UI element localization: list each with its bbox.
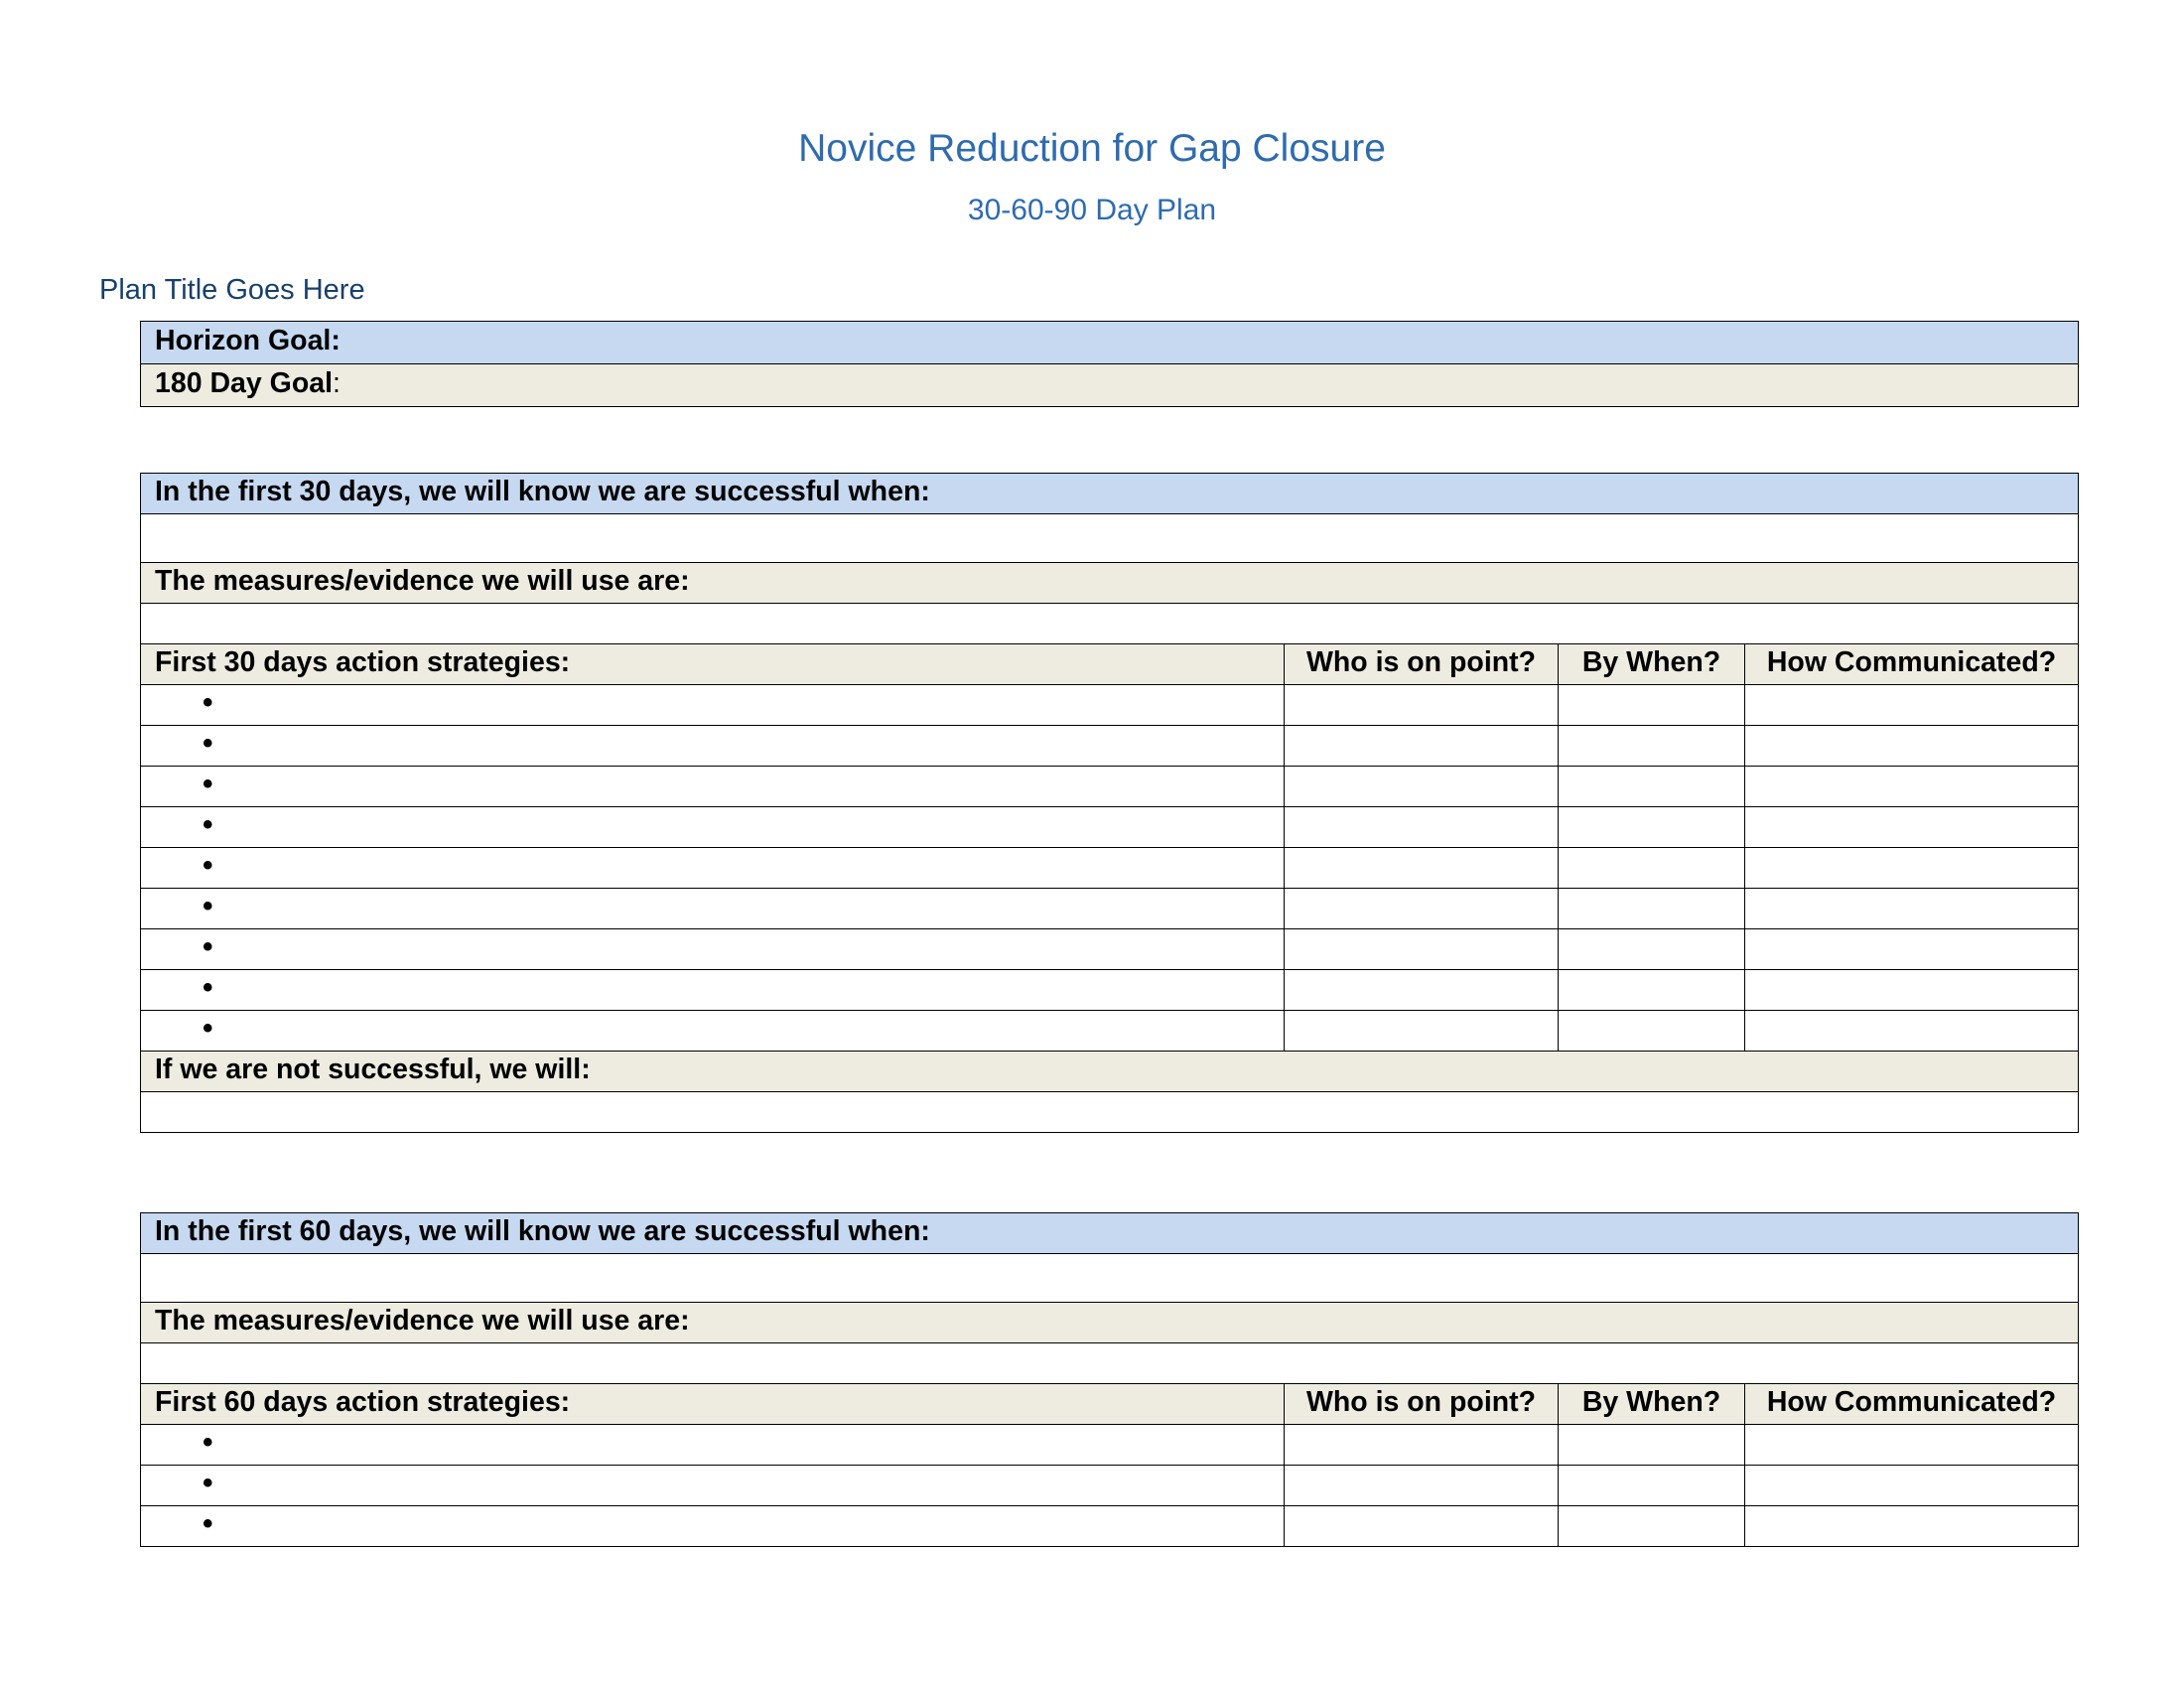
when-cell[interactable] [1559, 1506, 1745, 1547]
measures-30-entry[interactable] [141, 604, 2079, 644]
how-cell[interactable] [1745, 1425, 2079, 1466]
not-successful-entry[interactable] [141, 1092, 2079, 1133]
strategy-row [141, 1506, 2079, 1547]
strategy-row [141, 807, 2079, 848]
bullet: • [203, 1012, 213, 1045]
how-cell[interactable] [1745, 848, 2079, 889]
bullet: • [203, 930, 213, 963]
who-cell[interactable] [1285, 929, 1559, 970]
strategy-cell[interactable] [141, 726, 1285, 767]
who-cell[interactable] [1285, 1466, 1559, 1506]
who-cell[interactable] [1285, 807, 1559, 848]
bullet: • [203, 808, 213, 841]
who-cell[interactable] [1285, 848, 1559, 889]
document-title: Novice Reduction for Gap Closure [798, 127, 1386, 170]
horizon-goal-label: Horizon Goal: [155, 325, 341, 356]
bullet: • [203, 727, 213, 760]
how-cell[interactable] [1745, 726, 2079, 767]
strategy-cell[interactable] [141, 889, 1285, 929]
who-cell[interactable] [1285, 1425, 1559, 1466]
success-60-entry[interactable] [141, 1254, 2079, 1303]
plan-title[interactable]: Plan Title Goes Here [99, 274, 365, 306]
when-cell[interactable] [1559, 807, 1745, 848]
bullet: • [203, 1426, 213, 1459]
when-cell[interactable] [1559, 1425, 1745, 1466]
how-communicated-header: How Communicated? [1745, 644, 2079, 685]
measures-60-entry[interactable] [141, 1343, 2079, 1384]
how-cell[interactable] [1745, 1011, 2079, 1052]
sixty-day-table [140, 1212, 2079, 1547]
who-cell[interactable] [1285, 889, 1559, 929]
when-cell[interactable] [1559, 767, 1745, 807]
success-30-entry[interactable] [141, 514, 2079, 563]
who-cell[interactable] [1285, 970, 1559, 1011]
strategy-cell[interactable] [141, 1425, 1285, 1466]
how-cell[interactable] [1745, 685, 2079, 726]
success-60-header: In the first 60 days, we will know we are successful when: [141, 1213, 2079, 1254]
how-cell[interactable] [1745, 889, 2079, 929]
goals-table [140, 321, 2079, 407]
strategy-row [141, 889, 2079, 929]
bullet: • [203, 1507, 213, 1540]
bullet: • [203, 971, 213, 1004]
when-cell[interactable] [1559, 1011, 1745, 1052]
bullet: • [203, 686, 213, 719]
strategy-row [141, 970, 2079, 1011]
strategy-row [141, 929, 2079, 970]
strategy-row [141, 1466, 2079, 1506]
strategy-cell[interactable] [141, 929, 1285, 970]
by-when-header: By When? [1559, 1384, 1745, 1425]
when-cell[interactable] [1559, 929, 1745, 970]
not-successful-header: If we are not successful, we will: [141, 1052, 2079, 1092]
bullet: • [203, 768, 213, 800]
who-cell[interactable] [1285, 685, 1559, 726]
strategy-cell[interactable] [141, 970, 1285, 1011]
when-cell[interactable] [1559, 1466, 1745, 1506]
how-cell[interactable] [1745, 929, 2079, 970]
when-cell[interactable] [1559, 970, 1745, 1011]
who-on-point-header: Who is on point? [1285, 1384, 1559, 1425]
strategy-row [141, 685, 2079, 726]
who-cell[interactable] [1285, 1506, 1559, 1547]
measures-30-header: The measures/evidence we will use are: [141, 563, 2079, 604]
day180-goal-cell[interactable] [141, 364, 2079, 407]
strategy-cell[interactable] [141, 767, 1285, 807]
when-cell[interactable] [1559, 848, 1745, 889]
how-cell[interactable] [1745, 767, 2079, 807]
bullet: • [203, 849, 213, 882]
when-cell[interactable] [1559, 889, 1745, 929]
strategy-row [141, 848, 2079, 889]
bullet: • [203, 890, 213, 922]
who-on-point-header: Who is on point? [1285, 644, 1559, 685]
when-cell[interactable] [1559, 726, 1745, 767]
strategy-cell[interactable] [141, 807, 1285, 848]
how-cell[interactable] [1745, 807, 2079, 848]
measures-60-header: The measures/evidence we will use are: [141, 1303, 2079, 1343]
how-cell[interactable] [1745, 970, 2079, 1011]
success-30-header: In the first 30 days, we will know we are successful when: [141, 474, 2079, 514]
strategy-cell[interactable] [141, 1011, 1285, 1052]
strategy-cell[interactable] [141, 1506, 1285, 1547]
day180-goal-label: 180 Day Goal [155, 367, 334, 399]
strategies-60-header: First 60 days action strategies: [141, 1384, 1285, 1425]
day180-goal-colon: : [333, 367, 341, 399]
strategy-row [141, 726, 2079, 767]
strategy-row [141, 767, 2079, 807]
strategy-row [141, 1425, 2079, 1466]
how-cell[interactable] [1745, 1506, 2079, 1547]
who-cell[interactable] [1285, 767, 1559, 807]
bullet: • [203, 1467, 213, 1499]
who-cell[interactable] [1285, 726, 1559, 767]
strategy-cell[interactable] [141, 1466, 1285, 1506]
strategy-cell[interactable] [141, 685, 1285, 726]
strategy-cell[interactable] [141, 848, 1285, 889]
horizon-goal-cell[interactable] [141, 322, 2079, 364]
by-when-header: By When? [1559, 644, 1745, 685]
who-cell[interactable] [1285, 1011, 1559, 1052]
strategy-row [141, 1011, 2079, 1052]
document-subtitle: 30-60-90 Day Plan [967, 194, 1217, 226]
when-cell[interactable] [1559, 685, 1745, 726]
thirty-day-table [140, 473, 2079, 1133]
how-communicated-header: How Communicated? [1745, 1384, 2079, 1425]
strategies-30-header: First 30 days action strategies: [141, 644, 1285, 685]
how-cell[interactable] [1745, 1466, 2079, 1506]
